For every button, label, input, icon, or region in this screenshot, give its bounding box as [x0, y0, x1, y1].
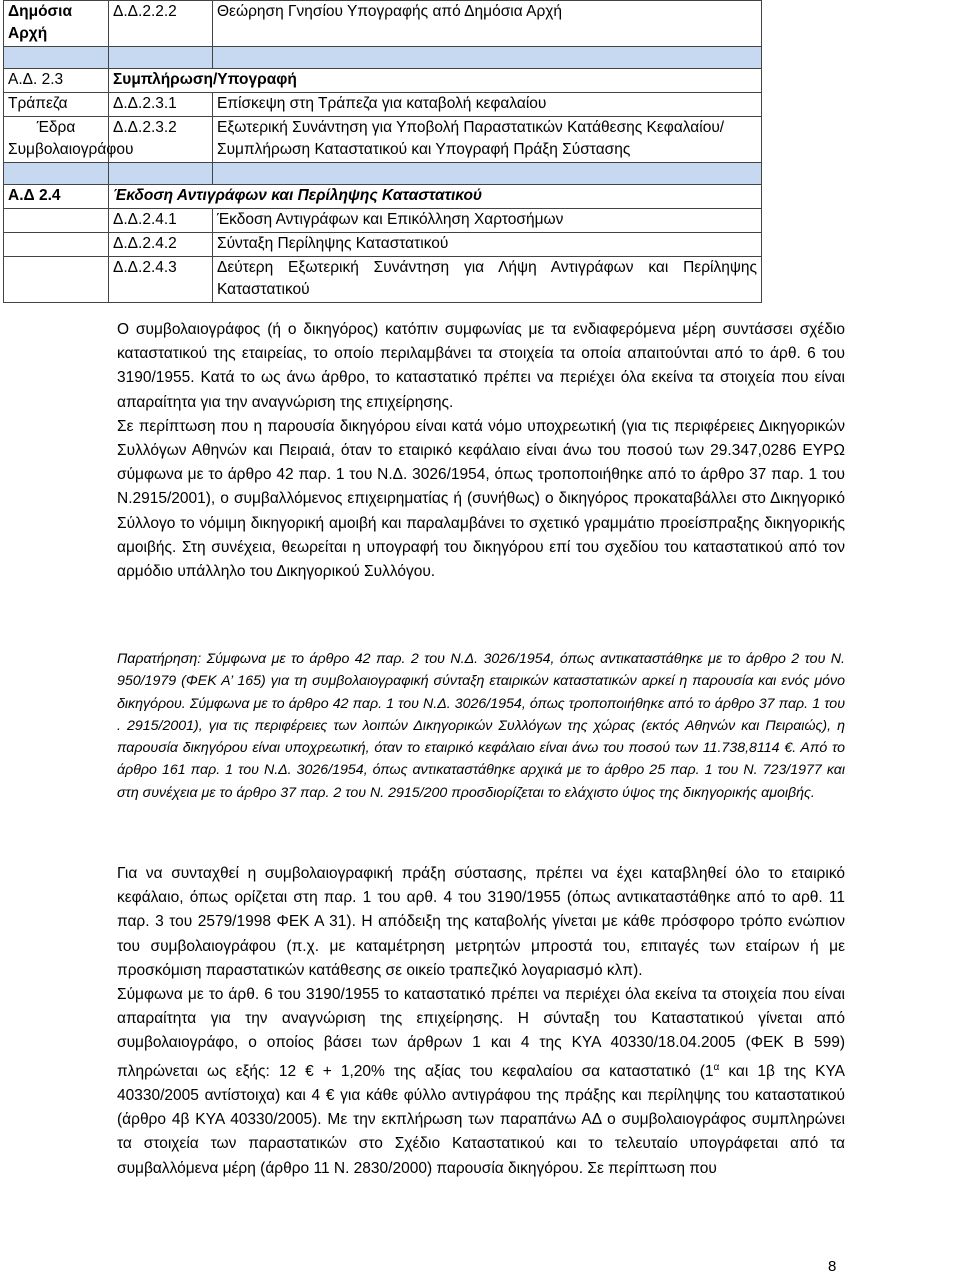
table-cell [4, 257, 109, 303]
table-cell: Δ.Δ.2.4.2 [109, 233, 213, 257]
paragraph: Για να συνταχθεί η συμβολαιογραφική πράξη σύστασης, πρέπει να έχει καταβληθεί όλο το εταιρικό κεφάλαιο, όπως ορίζεται στη παρ. 1 του αρθ. 4 του 3190/1955 (όπως αντικαταστάθηκε από το αρθ. 11 παρ. 3 του 2579/1998 ΦΕΚ Α 31). Η απόδειξη της καταβολής γίνεται με κάθε πρόσφορο τρόπο ενώπιον του συμβολαιογράφου (π.χ. με καταμέτρηση μετρητών μπροστά του, επιταγές των εταίρων ή με προσκόμιση παραστατικών κατάθεσης σε οικείο τραπεζικό λογαριασμό κλπ). [117, 865, 845, 979]
table-cell: Επίσκεψη στη Τράπεζα για καταβολή κεφαλαίου [213, 93, 762, 117]
table-cell [4, 233, 109, 257]
table-row-spacer [4, 47, 762, 69]
body-text-2 [117, 862, 845, 1181]
table-row-spacer [4, 163, 762, 185]
paragraph [117, 983, 845, 1181]
note-paragraph: Παρατήρηση: Σύμφωνα με το άρθρο 42 παρ. 2 του Ν.Δ. 3026/1954, όπως αντικαταστάθηκε με το άρθρο 2 του Ν. 950/1979 (ΦΕΚ Α’ 165) για τη συμβολαιογραφική σύνταξη εταιρικών καταστατικών αρκεί η παρουσία και ενός μόνο δικηγόρου. Σύμφωνα με το άρθρο 42 παρ. 1 του Ν.Δ. 3026/1954, όπως τροποποιήθηκε από το άρθρο 37 παρ. 1 του . 2915/2001), για τις περιφέρειες των λοιπών Δικηγορικών Συλλόγων της χώρας (εκτός Αθηνών και Πειραιώς), η παρουσία δικηγόρου είναι υποχρεωτική, όταν το εταιρικό κεφάλαιο είναι άνω του ποσού των 11.738,8114 €. Από το άρθρο 161 παρ. 1 του Ν.Δ. 3026/1954, όπως αντικαταστάθηκε αρχικά με το άρθρο 25 παρ. 1 του Ν. 723/1977 και στη συνέχεια με το άρθρο 37 παρ. 2 του Ν. 2915/200 προσδιορίζεται το ελάχιστο ύψος της δικηγορικής αμοιβής. [117, 651, 845, 801]
table-row [4, 69, 762, 93]
table-cell: Σύνταξη Περίληψης Καταστατικού [213, 233, 762, 257]
table-cell [4, 209, 109, 233]
table-cell: Δ.Δ.2.4.1 [109, 209, 213, 233]
table-row [4, 93, 762, 117]
table-cell: Δημόσια Αρχή [4, 1, 109, 47]
table-cell: Συμπλήρωση/Υπογραφή [109, 69, 762, 93]
table-row [4, 185, 762, 209]
table-cell: Τράπεζα [4, 93, 109, 117]
table-cell: Δ.Δ.2.4.3 [109, 257, 213, 303]
table-cell: Α.Δ 2.4 [4, 185, 109, 209]
table-cell: Δ.Δ.2.3.2 [109, 117, 213, 163]
page-number: 8 [828, 1258, 837, 1275]
superscript: α [713, 1061, 720, 1073]
table-row [4, 1, 762, 47]
table-cell: Δ.Δ.2.2.2 [109, 1, 213, 47]
paragraph: Σε περίπτωση που η παρουσία δικηγόρου είναι κατά νόμο υποχρεωτική (για τις περιφέρειες Δικηγορικών Συλλόγων Αθηνών και Πειραιά, όταν το εταιρικό κεφάλαιο είναι άνω του ποσού των 29.347,0286 ΕΥΡΩ σύμφωνα με το άρθρο 42 παρ. 1 του Ν.Δ. 3026/1954, όπως τροποποιήθηκε από το άρθρο 37 παρ. 1 του Ν.2915/2001), ο συμβαλλόμενος επιχειρηματίας ή (συνήθως) ο δικηγόρος προκαταβάλλει στο Δικηγορικό Σύλλογο το νόμιμη δικηγορική αμοιβή και παραλαμβάνει το σχετικό γραμμάτιο προείσπραξης δικηγορικής αμοιβής. Στη συνέχεια, θεωρείται η υπογραφή του δικηγόρου επί του σχεδίου του καταστατικού από τον αρμόδιο υπάλληλο του Δικηγορικού Συλλόγου. [117, 417, 845, 581]
table-cell: Εξωτερική Συνάντηση για Υποβολή Παραστατικών Κατάθεσης Κεφαλαίου/Συμπλήρωση Καταστατικού και Υπογραφή Πράξη Σύστασης [213, 117, 762, 163]
procedure-table [3, 0, 762, 303]
table-cell: Θεώρηση Γνησίου Υπογραφής από Δημόσια Αρχή [213, 1, 762, 47]
body-text-1 [117, 318, 845, 584]
table-cell: Έδρα Συμβολαιογράφου [4, 117, 109, 163]
table-cell: Έκδοση Αντιγράφων και Περίληψης Καταστατικού [109, 185, 762, 209]
table-cell: Δ.Δ.2.3.1 [109, 93, 213, 117]
table-cell: Α.Δ. 2.3 [4, 69, 109, 93]
table-cell: Δεύτερη Εξωτερική Συνάντηση για Λήψη Αντιγράφων και Περίληψης Καταστατικού [213, 257, 762, 303]
paragraph: Ο συμβολαιογράφος (ή ο δικηγόρος) κατόπιν συμφωνίας με τα ενδιαφερόμενα μέρη συντάσσει σχέδιο καταστατικού της εταιρείας, το οποίο περιλαμβάνει τα στοιχεία τα οποία απαιτούνται από το άρθ. 6 του 3190/1955. Κατά το ως άνω άρθρο, το καταστατικό πρέπει να περιέχει όλα εκείνα τα στοιχεία που είναι απαραίτητα για την αναγνώριση της επιχείρησης. [117, 321, 845, 411]
table-row [4, 117, 762, 163]
table-cell: Έκδοση Αντιγράφων και Επικόλληση Χαρτοσήμων [213, 209, 762, 233]
paragraph-part: Σύμφωνα με το άρθ. 6 του 3190/1955 το καταστατικό πρέπει να περιέχει όλα εκείνα τα στοιχεία που είναι απαραίτητα για την αναγνώριση της επιχείρησης. Η σύνταξη του Καταστατικού γίνεται από συμβολαιογράφο, ο οποίος βάσει των άρθρων 1 και 4 της ΚΥΑ 40330/18.04.2005 (ΦΕΚ Β 599) πληρώνεται ως εξής: 12 € + 1,20% της αξίας του κεφαλαίου σα καταστατικό (1 [117, 986, 845, 1080]
paragraph-part: και 1β της ΚΥΑ 40330/2005 αντίστοιχα) και 4 € για κάθε φύλλο αντιγράφου της πράξης και περίληψης του καταστατικού (άρθρο 4β ΚΥΑ 40330/2005). Με την εκπλήρωση των παραπάνω ΑΔ ο συμβολαιογράφος συμπληρώνει τα στοιχεία των παραστατικών στο Σχέδιο Καταστατικού και το τελευταίο υπογράφεται από τα συμβαλλόμενα μέρη (άρθρο 11 Ν. 2830/2000) παρουσία δικηγόρου. Σε περίπτωση που [117, 1062, 845, 1177]
table-row [4, 257, 762, 303]
table-row [4, 209, 762, 233]
table-row [4, 233, 762, 257]
